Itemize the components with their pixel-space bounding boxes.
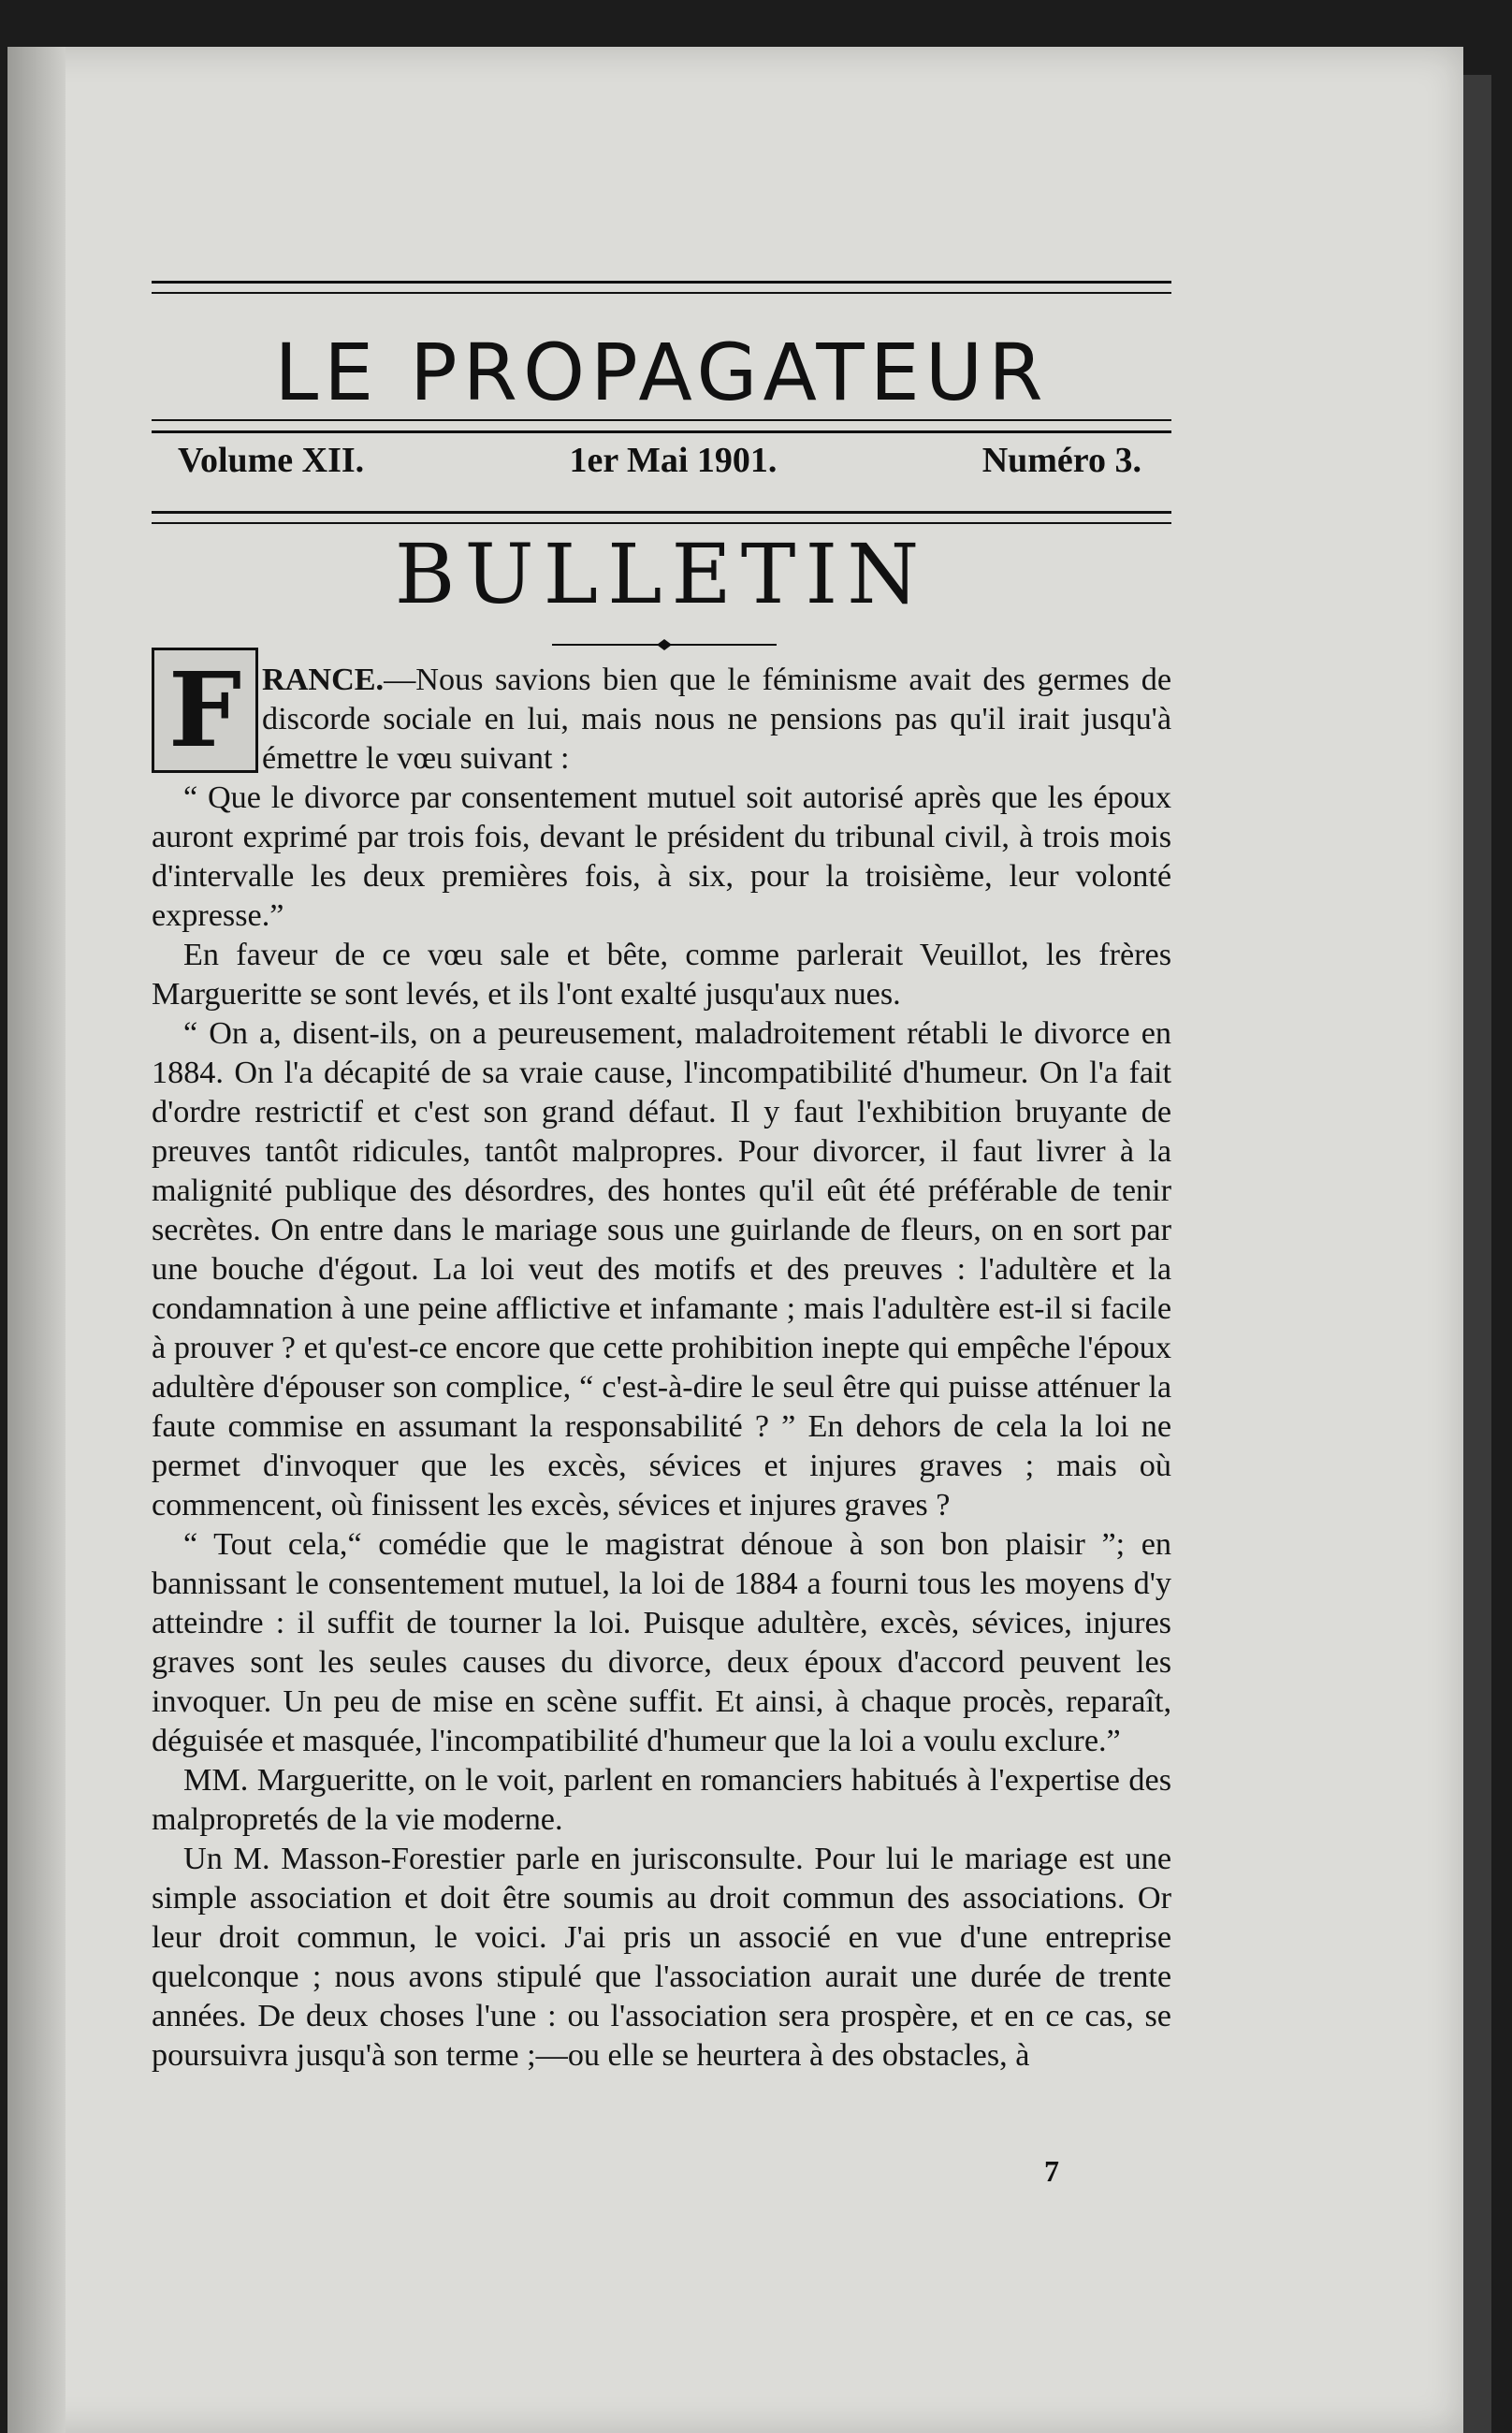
title-ornament — [552, 638, 777, 651]
drop-cap-spacer — [152, 661, 262, 777]
masthead-bottom-rule — [152, 430, 1171, 433]
masthead-bottom-rule-thin — [152, 419, 1171, 421]
paragraph: MM. Margueritte, on le voit, parlent en romanciers habitués à l'expertise des malpropretés de la vie moderne. — [152, 1763, 1171, 1837]
drop-cap: F — [152, 648, 258, 773]
issue-bottom-rule — [152, 511, 1171, 514]
paragraph: En faveur de ce vœu sale et bête, comme parlerait Veuillot, les frères Margueritte se sont levés, et ils l'ont exalté jusqu'aux nues. — [152, 938, 1171, 1012]
issue-number: Numéro 3. — [981, 441, 1141, 480]
paragraph: “ Tout cela,“ comédie que le magistrat dénoue à son bon plaisir ”; en bannissant le consentement mutuel, la loi de 1884 a fourni tous les moyens d'y atteindre : il suffit de tourner la loi. Puisque adultère, excès, sévices, injures graves sont les seules causes du divorce, deux époux d'accord peuvent les invoquer. Un peu de mise en scène suffit. Et ainsi, à chaque procès, reparaît, déguisée et masquée, l'incompatibilité d'humeur que la loi a voulu exclure.” — [152, 1527, 1171, 1758]
paragraph — [152, 661, 1171, 779]
paragraph-text: —Nous savions bien que le féminisme avait des germes de discorde sociale en lui, mais nous ne pensions pas qu'il irait jusqu'à émettre le vœu suivant : — [262, 663, 1171, 776]
page-number: 7 — [1044, 2154, 1059, 2188]
paragraph: “ Que le divorce par consentement mutuel soit autorisé après que les époux auront exprimé par trois fois, devant le président du tribunal civil, à trois mois d'intervalle les deux premières fois, à six, pour la troisième, leur volonté expresse.” — [152, 780, 1171, 933]
issue-date: 1er Mai 1901. — [569, 441, 778, 480]
lead-word: RANCE. — [262, 663, 385, 697]
ornament-diamond — [657, 639, 672, 650]
paragraph: Un M. Masson-Forestier parle en jurisconsulte. Pour lui le mariage est une simple association et doit être soumis au droit commun des associations. Or leur droit commun, le voici. J'ai pris un associé en vue d'une entreprise quelconque ; nous avons stipulé que l'association aurait une durée de trente années. De deux choses l'une : ou l'association sera prospère, et en ce cas, se poursuivra jusqu'à son terme ;—ou elle se heurtera à des obstacles, à — [152, 1842, 1171, 2073]
article-body — [152, 661, 1171, 2076]
paragraph: “ On a, disent-ils, on a peureusement, maladroitement rétabli le divorce en 1884. On l'a décapité de sa vraie cause, l'incompatibilité d'humeur. On l'a fait d'ordre restrictif et c'est son grand défaut. Il y faut l'exhibition bruyante de preuves tantôt ridicules, tantôt malpropres. Pour divorcer, il faut livrer à la malignité publique des désordres, des hontes qu'il eût été préférable de tenir secrètes. On entre dans le mariage sous une guirlande de fleurs, on en sort par une bouche d'égout. La loi veut des motifs et des preuves : l'adultère et la condamnation à une peine afflictive et infamante ; mais l'adultère est-il si facile à prouver ? et qu'est-ce encore que cette prohibition inepte qui empêche l'époux adultère d'épouser son complice, “ c'est-à-dire le seul être qui puisse atténuer la faute commise en assumant la responsabilité ? ” En dehors de cela la loi ne permet d'invoquer que les excès, sévices et injures graves ; mais où commencent, où finissent les excès, sévices et injures graves ? — [152, 1016, 1171, 1522]
masthead-top-rule-thin — [152, 292, 1171, 294]
volume-label: Volume XII. — [178, 441, 365, 480]
masthead-top-rule — [152, 281, 1171, 284]
page-shadow — [1463, 75, 1491, 2433]
binding-fold — [7, 47, 65, 2433]
publication-title: LE PROPAGATEUR — [274, 327, 1049, 418]
section-title: BULLETIN — [394, 526, 929, 622]
issue-bottom-rule-thin — [152, 522, 1171, 524]
issue-line — [178, 440, 1141, 481]
